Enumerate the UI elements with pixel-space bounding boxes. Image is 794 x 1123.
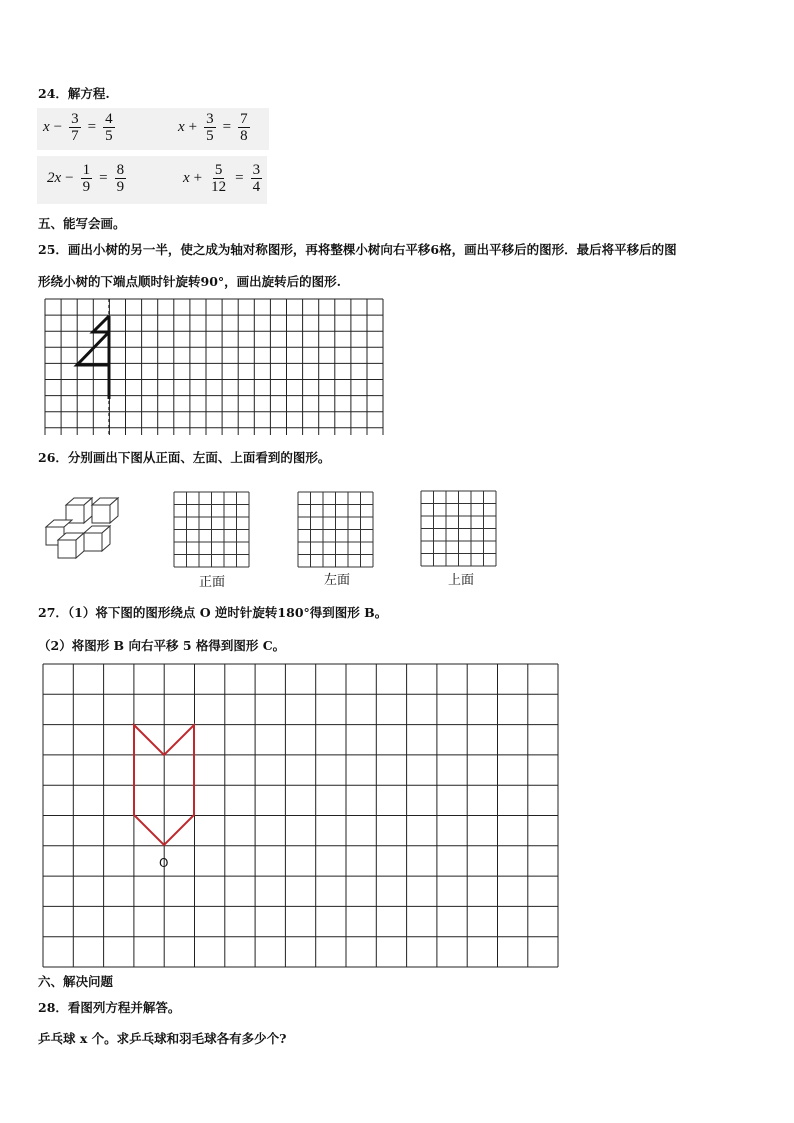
q28-title: 28．看图列方程并解答。 bbox=[38, 1000, 181, 1015]
q25-line-1: 25．画出小树的另一半，使之成为轴对称图形，再将整棵小树向右平移6格，画出平移后的图形．最后将平移后的图 bbox=[38, 242, 677, 257]
equation-2: x + $\frac{3}{5}$ = $\frac{7}{8}$ bbox=[178, 111, 248, 144]
equation-1: x − $\frac{3}{7}$ = $\frac{4}{5}$ bbox=[43, 111, 113, 144]
section-six-heading: 六、解决问题 bbox=[38, 974, 114, 989]
equation-3: 2x − $\frac{1}{9}$ = $\frac{8}{9}$ bbox=[47, 162, 125, 195]
tree-half-upper bbox=[93, 316, 109, 332]
section-five-heading: 五、能写会画。 bbox=[38, 216, 126, 231]
equation-4: x + $\frac{5}{12}$ = $\frac{3}{4}$ bbox=[183, 162, 261, 195]
cube-stack-figure bbox=[44, 495, 134, 565]
top-view-grid bbox=[421, 491, 497, 567]
front-view-grid bbox=[174, 492, 250, 568]
q24-title: 24．解方程. bbox=[38, 86, 110, 101]
q25-line-2: 形绕小树的下端点顺时针旋转90°，画出旋转后的图形. bbox=[38, 274, 341, 289]
q25-tree-grid bbox=[45, 299, 383, 435]
caption-left: 左面 bbox=[324, 572, 351, 587]
q27-line-1: 27．（1）将下图的图形绕点 O 逆时针旋转180°得到图形 B。 bbox=[38, 605, 388, 620]
q26-title: 26．分别画出下图从正面、左面、上面看到的图形。 bbox=[38, 450, 331, 465]
q27-grid bbox=[43, 664, 559, 968]
q28-text: 乒乓球 x 个。求乒乓球和羽毛球各有多少个? bbox=[38, 1031, 287, 1046]
point-o-label: O bbox=[159, 856, 169, 870]
q27-line-2: （2）将图形 B 向右平移 5 格得到图形 C。 bbox=[38, 638, 286, 653]
left-view-grid bbox=[298, 492, 374, 568]
caption-front: 正面 bbox=[199, 574, 226, 589]
caption-top: 上面 bbox=[448, 572, 475, 587]
